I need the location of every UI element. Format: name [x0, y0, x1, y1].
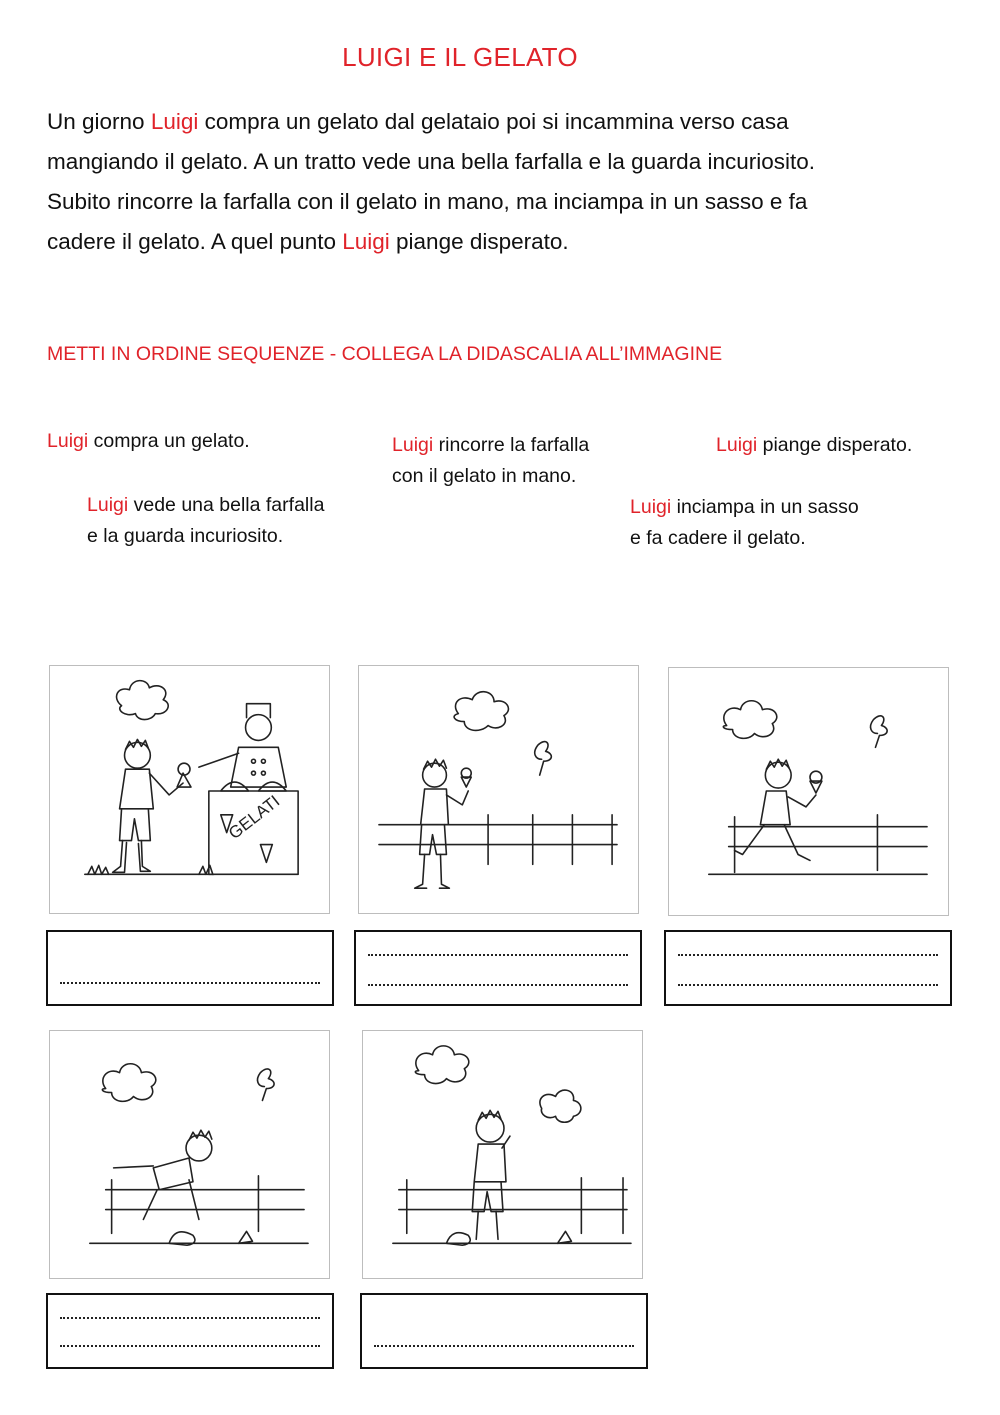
cloud-icon — [102, 1064, 155, 1102]
character-name: Luigi — [150, 109, 199, 134]
story-line-4 — [47, 222, 977, 262]
chef-hat-icon — [247, 704, 271, 718]
fence-posts — [735, 815, 878, 873]
story-paragraph — [47, 102, 977, 262]
caption-text: piange disperato. — [757, 434, 913, 456]
caption-name: Luigi — [630, 496, 672, 518]
dotted-line — [60, 982, 320, 984]
page-title: LUIGI E IL GELATO — [342, 42, 578, 72]
caption-text: inciampa in un sasso — [671, 496, 859, 518]
boy-shirt — [474, 1144, 506, 1182]
picture-panel-1 — [49, 665, 330, 914]
illustration-tripping — [50, 1031, 329, 1278]
boy-arm — [114, 1166, 154, 1168]
caption-name: Luigi — [716, 434, 758, 456]
boy-head — [765, 762, 791, 788]
dotted-line — [374, 1345, 634, 1347]
fence-rails — [106, 1190, 304, 1210]
illustration-seeing-butterfly — [359, 666, 638, 913]
story-text: compra un gelato dal gelataio poi si incammina verso casa — [198, 109, 789, 134]
boy-shirt — [120, 769, 154, 809]
story-text: cadere il gelato. A quel punto — [47, 229, 343, 254]
butterfly-icon — [871, 716, 888, 748]
grass-icon — [88, 865, 213, 874]
answer-box-5[interactable] — [360, 1293, 648, 1369]
caption-text: e la guarda incuriosito. — [87, 525, 284, 547]
fence-posts — [407, 1178, 623, 1234]
caption-text: compra un gelato. — [88, 430, 250, 452]
fallen-icecream-icon — [558, 1231, 572, 1243]
caption-name: Luigi — [87, 494, 129, 516]
answer-box-2[interactable] — [354, 930, 642, 1006]
boy-shorts — [420, 825, 447, 855]
boy-arm — [502, 1136, 510, 1148]
vendor-head — [246, 715, 272, 741]
answer-box-3[interactable] — [664, 930, 952, 1006]
fence-rails — [399, 1190, 627, 1210]
fence-posts — [488, 815, 612, 865]
story-line-2: mangiando il gelato. A un tratto vede una bella farfalla e la guarda incuriosito. — [47, 149, 816, 174]
dotted-line — [368, 984, 628, 986]
dotted-line — [60, 1345, 320, 1347]
caption-text: vede una bella farfalla — [128, 494, 325, 516]
caption-chase-butterfly[interactable] — [392, 430, 589, 492]
boy-arm — [446, 791, 468, 805]
dotted-line — [368, 954, 628, 956]
boy-shirt — [153, 1158, 193, 1190]
caption-name: Luigi — [392, 434, 434, 456]
caption-trip-stone[interactable] — [630, 492, 859, 554]
caption-buy-icecream[interactable] — [47, 426, 250, 457]
boy-legs — [476, 1212, 498, 1240]
caption-text: e fa cadere il gelato. — [630, 527, 806, 549]
story-line-1 — [47, 102, 977, 142]
fence-rails — [729, 827, 927, 847]
illustration-chasing-butterfly — [669, 668, 948, 915]
boy-shorts — [472, 1182, 503, 1212]
boy-shorts — [120, 809, 151, 841]
picture-panel-2 — [358, 665, 639, 914]
boy-head — [476, 1114, 504, 1142]
picture-panel-3 — [668, 667, 949, 916]
vendor-arm — [199, 753, 239, 767]
fence-rails — [379, 825, 617, 845]
story-text: Un giorno — [47, 109, 151, 134]
boy-arm — [788, 795, 816, 807]
cloud-icon — [540, 1090, 581, 1122]
dotted-line — [678, 954, 938, 956]
boy-head — [423, 763, 447, 787]
answer-box-1[interactable] — [46, 930, 334, 1006]
caption-name: Luigi — [47, 430, 89, 452]
caption-see-butterfly[interactable] — [87, 490, 324, 552]
cloud-icon — [454, 692, 508, 731]
boy-legs — [143, 1180, 199, 1220]
answer-box-4[interactable] — [46, 1293, 334, 1369]
cloud-icon — [415, 1046, 468, 1084]
boy-shirt — [421, 789, 449, 825]
boy-head — [125, 742, 151, 768]
boy-legs — [415, 854, 450, 888]
cloud-icon — [117, 681, 169, 720]
character-name: Luigi — [342, 229, 390, 254]
cart-sign: GELATI — [225, 791, 284, 843]
exercise-instruction: METTI IN ORDINE SEQUENZE - COLLEGA LA DIDASCALIA ALL’IMMAGINE — [47, 343, 723, 365]
dotted-line — [60, 1317, 320, 1319]
story-line-3: Subito rincorre la farfalla con il gelato in mano, ma inciampa in un sasso e fa — [47, 189, 808, 214]
icecream-cart — [209, 791, 298, 874]
illustration-buying-icecream — [50, 666, 329, 913]
caption-crying[interactable] — [716, 430, 912, 461]
cloud-icon — [723, 701, 776, 739]
boy-legs — [113, 841, 151, 873]
caption-text: rincorre la farfalla — [433, 434, 590, 456]
caption-text: con il gelato in mano. — [392, 465, 577, 487]
boy-shirt — [760, 791, 790, 825]
picture-panel-4 — [49, 1030, 330, 1279]
story-text: piange disperato. — [389, 229, 569, 254]
picture-panel-5 — [362, 1030, 643, 1279]
boy-hair — [478, 1110, 501, 1120]
butterfly-icon — [535, 742, 552, 776]
boy-legs-running — [735, 825, 810, 861]
fallen-icecream-icon — [239, 1231, 253, 1243]
dotted-line — [678, 984, 938, 986]
butterfly-icon — [257, 1069, 274, 1101]
illustration-crying — [363, 1031, 642, 1278]
